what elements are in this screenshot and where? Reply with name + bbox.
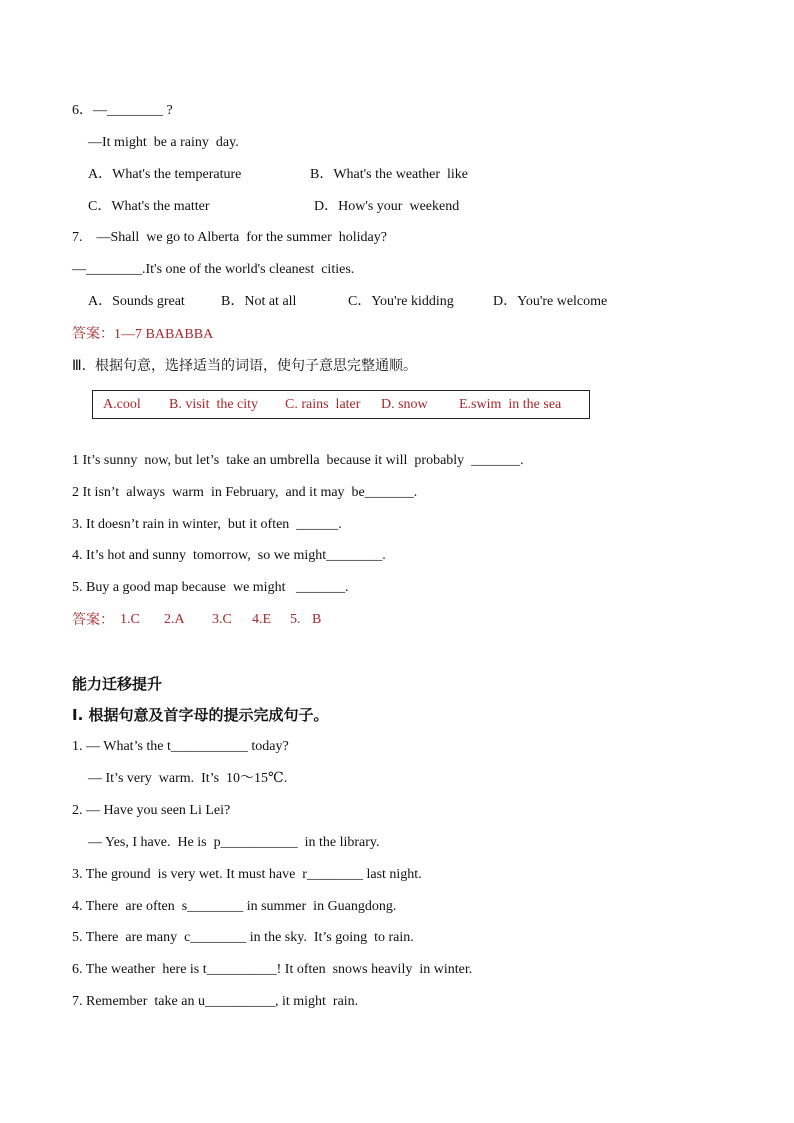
q7-option-b: B．Not at all [221, 294, 297, 309]
item-question: 4. There are often s________ in summer in Guangdong. [72, 899, 397, 914]
section-1-title: Ⅰ. 根据句意及首字母的提示完成句子。 [72, 706, 329, 724]
answer-item: 2.A [164, 612, 185, 627]
answer-item: 4.E [252, 612, 272, 627]
answer-label: 答案： [72, 612, 114, 628]
section-heading: 能力迁移提升 [72, 675, 163, 693]
word-box [92, 390, 590, 419]
answer-item: 1.C [120, 612, 140, 627]
q7-reply: —________.It's one of the world's cleanest cities. [72, 262, 355, 277]
sentence-3-3: 3. It doesn’t rain in winter, but it often ______. [72, 517, 342, 532]
item-question: 6. The weather here is t__________! It often snows heavily in winter. [72, 962, 473, 977]
item-question: 3. The ground is very wet. It must have r________ last night. [72, 867, 422, 882]
word-option-b: B. visit the city [169, 397, 259, 412]
section-3-title: Ⅲ. 根据句意，选择适当的词语，使句子意思完整通顺。 [72, 358, 418, 374]
answer-label: 答案： [72, 326, 114, 342]
word-option-c: C. rains later [285, 397, 361, 412]
item-reply: — It’s very warm. It’s 10～15℃. [88, 771, 288, 786]
q6-option-c: C．What's the matter [88, 199, 210, 214]
q6-reply: —It might be a rainy day. [88, 135, 239, 150]
sentence-3-1: 1 It’s sunny now, but let’s take an umbrella because it will probably _______. [72, 453, 524, 468]
q7-stem: 7. —Shall we go to Alberta for the summer holiday? [72, 230, 387, 245]
answer-key-2 [72, 611, 322, 630]
item-question: 7. Remember take an u__________, it might rain. [72, 994, 359, 1009]
q6-option-a: A．What's the temperature [88, 167, 242, 182]
q7-option-d: D．You're welcome [493, 294, 608, 309]
sentence-3-2: 2 It isn’t always warm in February, and it may be_______. [72, 485, 418, 500]
answer-item: B [312, 612, 322, 627]
q7-option-c: C．You're kidding [348, 294, 454, 309]
q6-option-b: B．What's the weather like [310, 167, 469, 182]
item-question: 1. — What’s the t___________ today? [72, 739, 289, 754]
answer-value: 1—7 BABABBA [114, 327, 214, 342]
q6-stem: 6．—________ ? [72, 103, 173, 118]
sentence-3-4: 4. It’s hot and sunny tomorrow, so we might________. [72, 548, 386, 563]
q6-option-d: D．How's your weekend [314, 199, 460, 214]
answer-key-1 [72, 325, 213, 344]
word-option-d: D. snow [381, 397, 428, 412]
word-option-a: A.cool [103, 397, 141, 412]
item-question: 5. There are many c________ in the sky. It’s going to rain. [72, 930, 414, 945]
sentence-3-5: 5. Buy a good map because we might _______. [72, 580, 349, 595]
q7-option-a: A．Sounds great [88, 294, 185, 309]
word-option-e: E.swim in the sea [459, 397, 562, 412]
answer-item: 3.C [212, 612, 232, 627]
answer-item: 5. [290, 612, 301, 627]
item-reply: — Yes, I have. He is p___________ in the library. [88, 835, 380, 850]
item-question: 2. — Have you seen Li Lei? [72, 803, 231, 818]
